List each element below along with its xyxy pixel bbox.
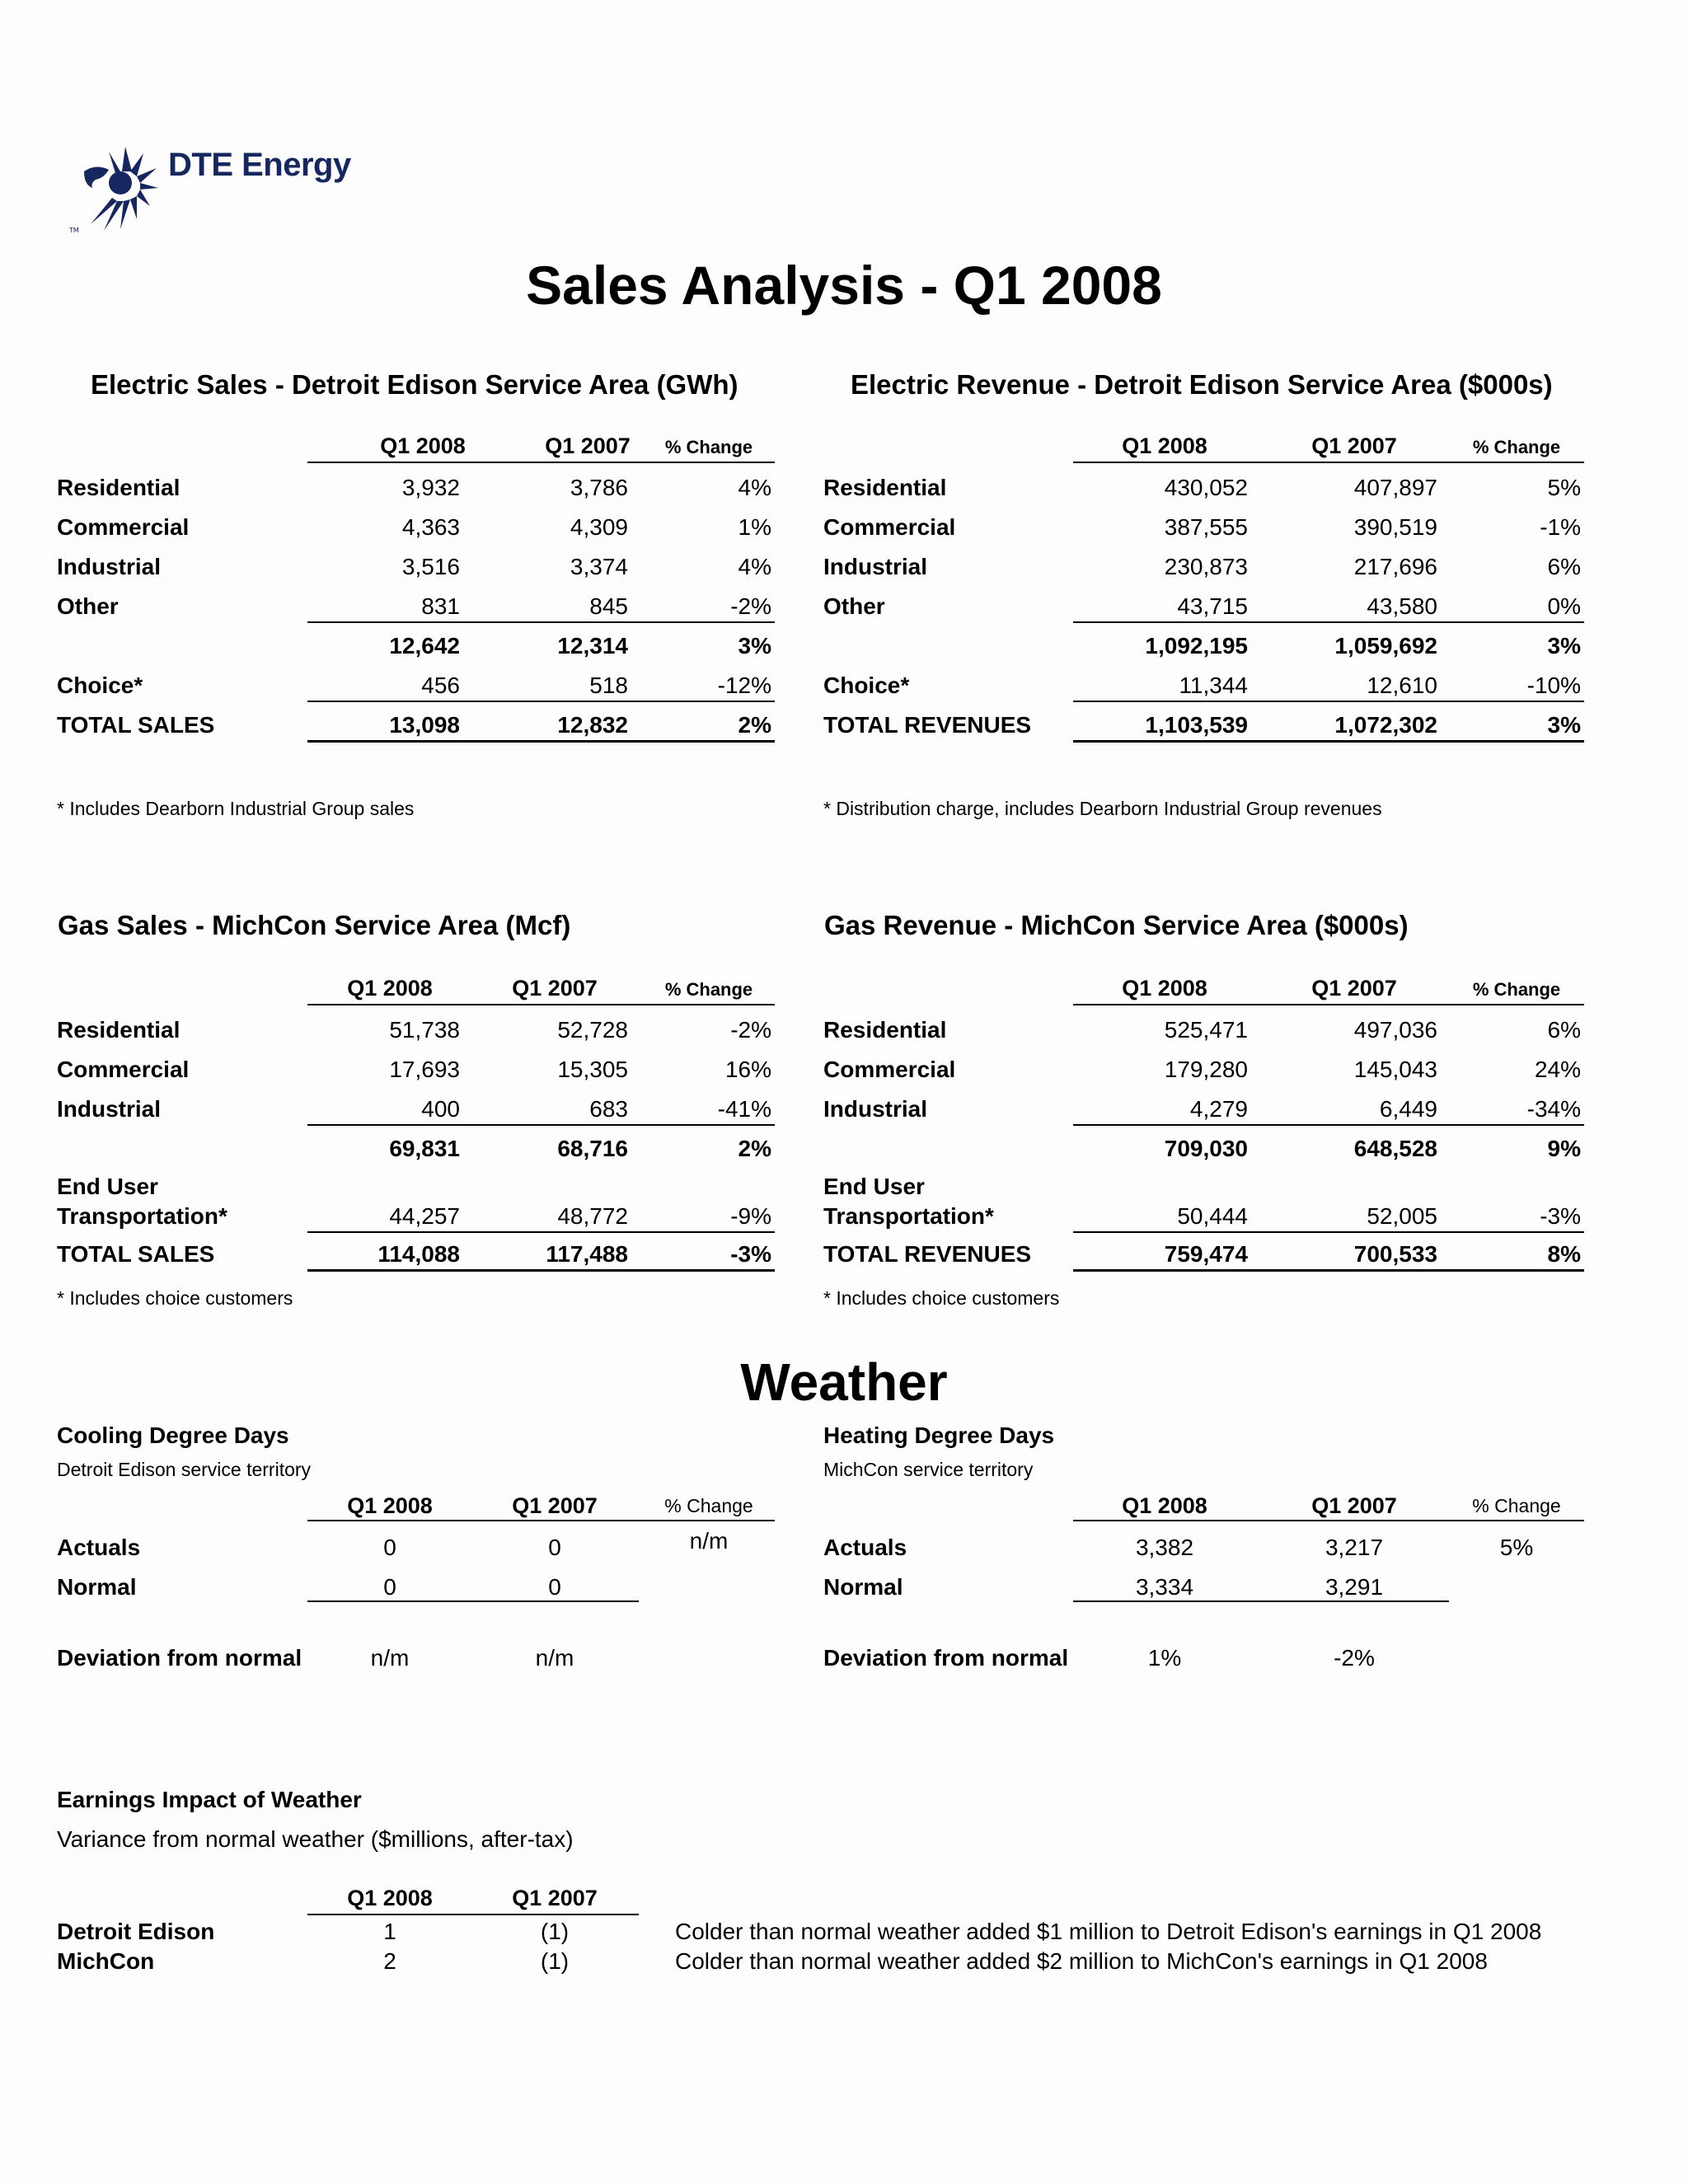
col-header: % Change <box>1472 979 1561 1000</box>
total-rule <box>1073 701 1584 702</box>
header-rule <box>1073 1004 1584 1005</box>
header-rule <box>307 1914 639 1915</box>
cell: 0% <box>1547 593 1581 619</box>
normal-rule <box>307 1601 639 1602</box>
total-cell: 700,533 <box>1353 1241 1437 1267</box>
cell: 4,363 <box>401 514 460 540</box>
cell: 12,610 <box>1367 673 1437 698</box>
cell: 387,555 <box>1164 514 1248 540</box>
cell: 217,696 <box>1353 554 1437 579</box>
row-label: Residential <box>823 475 947 500</box>
total-rule <box>1073 1231 1584 1233</box>
cell: 3,516 <box>401 554 460 579</box>
row-label: Industrial <box>823 1096 928 1122</box>
col-header: Q1 2008 <box>347 976 433 1001</box>
total-cell: 114,088 <box>377 1241 460 1267</box>
cell: 230,873 <box>1164 554 1248 579</box>
header-rule <box>307 462 775 463</box>
subtotal-cell: 9% <box>1547 1136 1581 1161</box>
cell: 43,715 <box>1177 593 1248 619</box>
cell: 1% <box>1147 1645 1182 1671</box>
cell: 831 <box>421 593 460 619</box>
cell: 24% <box>1534 1057 1581 1082</box>
cell: n/m <box>535 1645 574 1671</box>
row-label: Residential <box>57 1017 181 1043</box>
cell: 3,932 <box>401 475 460 500</box>
weather-title: Weather <box>740 1352 948 1412</box>
total-cell: 1,072,302 <box>1334 712 1437 738</box>
cell: 0 <box>548 1535 561 1560</box>
row-label: Other <box>823 593 885 619</box>
total-rule <box>307 701 775 702</box>
footnote: * Includes choice customers <box>823 1287 1060 1309</box>
cell: 0 <box>548 1574 561 1600</box>
total-underline <box>1073 1269 1584 1272</box>
cell: 390,519 <box>1353 514 1437 540</box>
cell: (1) <box>540 1919 570 1944</box>
cooling-subtitle: Detroit Edison service territory <box>57 1459 312 1480</box>
cell: -12% <box>717 673 771 698</box>
cell: 3,291 <box>1325 1574 1384 1600</box>
cell: 4,279 <box>1189 1096 1248 1122</box>
total-cell: 12,832 <box>557 712 628 738</box>
page-title: Sales Analysis - Q1 2008 <box>526 255 1162 316</box>
subtotal-rule <box>307 1124 775 1126</box>
subtotal-cell: 12,314 <box>557 633 628 658</box>
electric-revenue-title: Electric Revenue - Detroit Edison Service Area ($000s) <box>851 369 1553 400</box>
cell: 1% <box>738 514 771 540</box>
col-header: Q1 2007 <box>545 434 631 458</box>
total-rule <box>307 1231 775 1233</box>
subtotal-cell: 1,059,692 <box>1334 633 1437 658</box>
subtotal-cell: 2% <box>738 1136 771 1161</box>
cooling-title: Cooling Degree Days <box>57 1422 289 1448</box>
col-header: Q1 2008 <box>1122 1493 1207 1518</box>
cell: 50,444 <box>1177 1203 1248 1229</box>
total-cell: 1,103,539 <box>1145 712 1248 738</box>
gas-sales-title: Gas Sales - MichCon Service Area (Mcf) <box>58 910 571 940</box>
cell: 3,382 <box>1135 1535 1194 1560</box>
cell: 4,309 <box>570 514 628 540</box>
total-label: TOTAL REVENUES <box>823 1241 1032 1267</box>
row-label: Deviation from normal <box>57 1645 302 1671</box>
col-header: Q1 2007 <box>512 1493 598 1518</box>
heating-title: Heating Degree Days <box>823 1422 1055 1448</box>
cell: -34% <box>1526 1096 1581 1122</box>
row-label: Other <box>57 593 119 619</box>
row-label: Choice* <box>823 673 910 698</box>
row-label: Commercial <box>823 514 956 540</box>
cell: 5% <box>1499 1535 1534 1560</box>
row-label: End User <box>823 1174 925 1199</box>
cell: -10% <box>1526 673 1581 698</box>
col-header: % Change <box>1472 1495 1561 1516</box>
cell: 6,449 <box>1379 1096 1437 1122</box>
cell: -9% <box>730 1203 771 1229</box>
footnote: * Includes choice customers <box>57 1287 293 1309</box>
subtotal-cell: 3% <box>738 633 771 658</box>
col-header: Q1 2007 <box>1311 434 1397 458</box>
col-header: Q1 2008 <box>1122 434 1207 458</box>
col-header: Q1 2007 <box>512 1886 598 1910</box>
cell: n/m <box>370 1645 410 1671</box>
row-label: Residential <box>57 475 181 500</box>
gas-revenue-title: Gas Revenue - MichCon Service Area ($000s) <box>824 910 1409 940</box>
subtotal-cell: 69,831 <box>389 1136 460 1161</box>
dte-logo <box>68 138 351 234</box>
footnote: * Distribution charge, includes Dearborn Industrial Group revenues <box>823 798 1382 819</box>
cell: -2% <box>730 593 771 619</box>
cell: -1% <box>1540 514 1581 540</box>
cell: 4% <box>738 554 771 579</box>
total-label: TOTAL SALES <box>57 712 215 738</box>
cell: 43,580 <box>1367 593 1437 619</box>
total-underline <box>1073 740 1584 743</box>
subtotal-cell: 12,642 <box>389 633 460 658</box>
cell: -41% <box>717 1096 771 1122</box>
total-cell: 3% <box>1547 712 1581 738</box>
row-label: Commercial <box>823 1057 956 1082</box>
cell: 179,280 <box>1164 1057 1248 1082</box>
comment: Colder than normal weather added $1 million to Detroit Edison's earnings in Q1 2008 <box>675 1919 1542 1944</box>
row-label: Commercial <box>57 514 190 540</box>
row-label: Choice* <box>57 673 143 698</box>
heating-subtitle: MichCon service territory <box>823 1459 1034 1480</box>
row-label: Actuals <box>57 1535 141 1560</box>
header-rule <box>1073 1520 1584 1521</box>
subtotal-cell: 648,528 <box>1353 1136 1437 1161</box>
cell: 683 <box>589 1096 628 1122</box>
cell: -2% <box>1334 1645 1375 1671</box>
total-label: TOTAL SALES <box>57 1241 215 1267</box>
earnings-subtitle: Variance from normal weather ($millions, after-tax) <box>57 1826 574 1852</box>
row-label: Industrial <box>57 554 162 579</box>
row-label: MichCon <box>57 1948 155 1974</box>
header-rule <box>1073 462 1584 463</box>
total-cell: -3% <box>730 1241 771 1267</box>
col-header: % Change <box>664 1495 753 1516</box>
cell: 52,005 <box>1367 1203 1437 1229</box>
total-label: TOTAL REVENUES <box>823 712 1032 738</box>
row-label: Industrial <box>57 1096 162 1122</box>
cell: 4% <box>738 475 771 500</box>
cell: 400 <box>421 1096 460 1122</box>
cell: 1 <box>383 1919 396 1944</box>
cell: 6% <box>1547 1017 1581 1043</box>
electric-sales-title: Electric Sales - Detroit Edison Service Area (GWh) <box>91 369 738 400</box>
col-header: Q1 2007 <box>1311 1493 1397 1518</box>
row-label: Detroit Edison <box>57 1919 215 1944</box>
cell: 52,728 <box>557 1017 628 1043</box>
cell: 3,374 <box>570 554 628 579</box>
subtotal-rule <box>307 621 775 623</box>
subtotal-cell: 709,030 <box>1164 1136 1248 1161</box>
row-label: Industrial <box>823 554 928 579</box>
row-label: Deviation from normal <box>823 1645 1069 1671</box>
subtotal-cell: 3% <box>1547 633 1581 658</box>
cell: 845 <box>589 593 628 619</box>
cell: 6% <box>1547 554 1581 579</box>
cell: 0 <box>383 1574 396 1600</box>
cell: 407,897 <box>1353 475 1437 500</box>
row-label: Actuals <box>823 1535 907 1560</box>
total-cell: 13,098 <box>389 712 460 738</box>
logo-text: DTE Energy <box>168 147 351 183</box>
total-underline <box>307 740 775 743</box>
comment: Colder than normal weather added $2 million to MichCon's earnings in Q1 2008 <box>675 1948 1488 1974</box>
cell: (1) <box>540 1948 570 1974</box>
cell: 48,772 <box>557 1203 628 1229</box>
col-header: Q1 2008 <box>380 434 466 458</box>
col-header: Q1 2008 <box>1122 976 1207 1001</box>
header-rule <box>307 1520 775 1521</box>
dte-sunburst-icon <box>68 138 166 234</box>
subtotal-rule <box>1073 1124 1584 1126</box>
cell: 51,738 <box>389 1017 460 1043</box>
row-label: End User <box>57 1174 158 1199</box>
cell: 0 <box>383 1535 396 1560</box>
col-header: Q1 2008 <box>347 1493 433 1518</box>
cell: 497,036 <box>1353 1017 1437 1043</box>
col-header: Q1 2007 <box>512 976 598 1001</box>
col-header: Q1 2008 <box>347 1886 433 1910</box>
total-cell: 759,474 <box>1164 1241 1248 1267</box>
subtotal-cell: 1,092,195 <box>1145 633 1248 658</box>
total-cell: 2% <box>738 712 771 738</box>
cell: 11,344 <box>1179 673 1248 698</box>
cell: -2% <box>730 1017 771 1043</box>
cell: 3,786 <box>570 475 628 500</box>
earnings-title: Earnings Impact of Weather <box>57 1787 362 1812</box>
cell: 17,693 <box>389 1057 460 1082</box>
row-label: Transportation* <box>823 1203 994 1229</box>
col-header: % Change <box>664 437 753 457</box>
col-header: % Change <box>1472 437 1561 457</box>
cell: -3% <box>1540 1203 1581 1229</box>
total-cell: 117,488 <box>546 1241 628 1267</box>
cell: 2 <box>383 1948 396 1974</box>
row-label: Normal <box>823 1574 903 1600</box>
cell: 3,217 <box>1325 1535 1384 1560</box>
cell: n/m <box>689 1528 729 1554</box>
cell: 456 <box>421 673 460 698</box>
cell: 44,257 <box>389 1203 460 1229</box>
cell: 145,043 <box>1353 1057 1437 1082</box>
cell: 5% <box>1547 475 1581 500</box>
footnote: * Includes Dearborn Industrial Group sales <box>57 798 415 819</box>
total-underline <box>307 1269 775 1272</box>
svg-text:TM: TM <box>69 227 79 234</box>
col-header: % Change <box>664 979 753 1000</box>
cell: 525,471 <box>1164 1017 1248 1043</box>
cell: 3,334 <box>1135 1574 1194 1600</box>
normal-rule <box>1073 1601 1449 1602</box>
row-label: Residential <box>823 1017 947 1043</box>
cell: 518 <box>589 673 628 698</box>
cell: 15,305 <box>557 1057 628 1082</box>
subtotal-rule <box>1073 621 1584 623</box>
cell: 430,052 <box>1164 475 1248 500</box>
cell: 16% <box>724 1057 771 1082</box>
row-label: Commercial <box>57 1057 190 1082</box>
col-header: Q1 2007 <box>1311 976 1397 1001</box>
subtotal-cell: 68,716 <box>557 1136 628 1161</box>
row-label: Transportation* <box>57 1203 227 1229</box>
total-cell: 8% <box>1547 1241 1581 1267</box>
row-label: Normal <box>57 1574 137 1600</box>
header-rule <box>307 1004 775 1005</box>
